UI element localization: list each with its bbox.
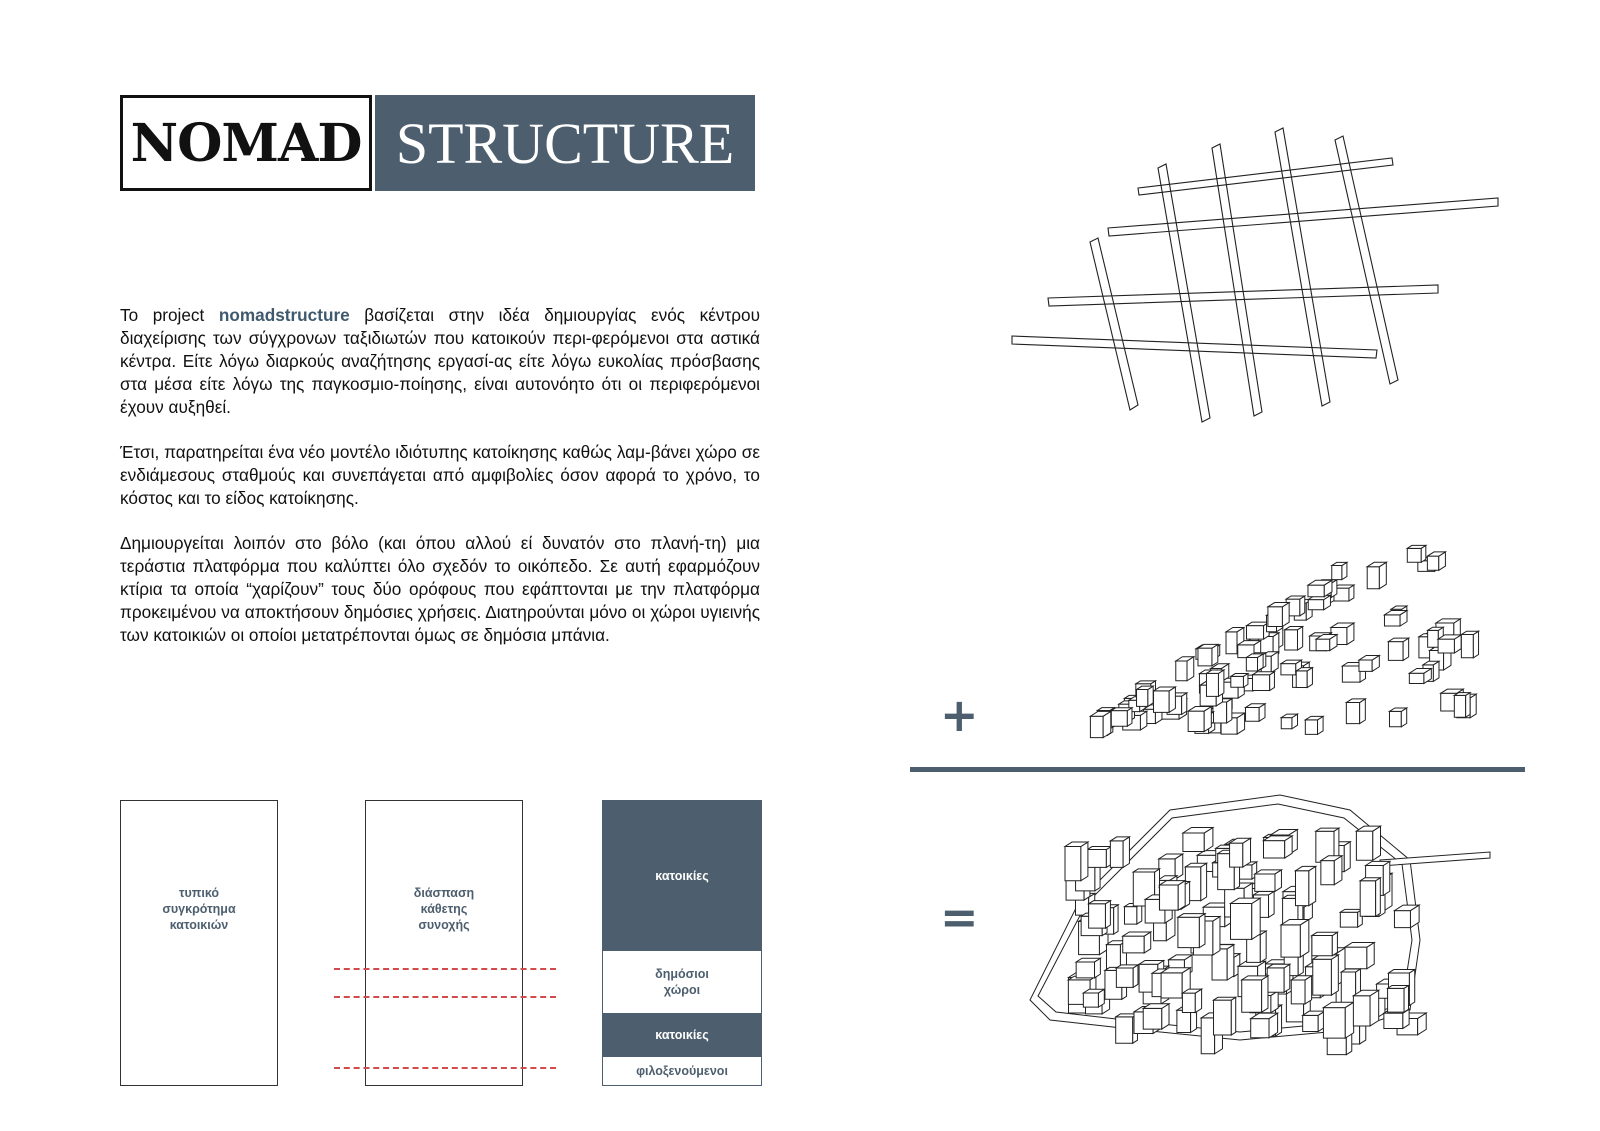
building-face xyxy=(1360,699,1366,724)
building-face xyxy=(1267,968,1284,992)
building-face xyxy=(1246,708,1260,722)
building-face xyxy=(1087,847,1111,850)
building-face xyxy=(1466,693,1470,718)
building-face xyxy=(1309,866,1316,905)
typical-complex-line3: κατοικιών xyxy=(169,918,229,932)
building-face xyxy=(1116,965,1138,968)
building-face xyxy=(1316,639,1330,650)
building-face xyxy=(1313,959,1332,995)
building-face xyxy=(1201,1018,1214,1054)
guests-label: φιλοξενούμενοι xyxy=(636,1063,728,1078)
building-face xyxy=(1206,673,1218,696)
building-face xyxy=(1376,878,1381,917)
building-face xyxy=(1262,976,1268,1012)
building-face xyxy=(1246,626,1263,639)
building-face xyxy=(1227,699,1232,723)
building-face xyxy=(1218,670,1223,696)
building-face xyxy=(1105,901,1110,929)
public-spaces-segment xyxy=(603,951,761,1013)
building-face xyxy=(1188,711,1204,731)
residences-top-label: κατοικίες xyxy=(655,869,709,883)
intro-paragraph-2: Έτσι, παρατηρείται ένα νέο μοντέλο ιδιότυπης κατοίκησης καθώς λαμ-βάνει χώρο σε ενδιάμεσους σταθμούς και συνεπάγεται από αμφιβολίες όσον αφορά το χρόνο, το κόστος και το είδος κατοίκησης. xyxy=(120,442,760,508)
building-face xyxy=(1160,885,1179,910)
building-face xyxy=(1281,664,1296,675)
building-face xyxy=(1295,871,1308,906)
building-face xyxy=(1111,711,1127,727)
vertical-split-line3: συνοχής xyxy=(418,918,470,932)
grid-vertical-beams xyxy=(1090,128,1398,422)
building-face xyxy=(1342,666,1360,682)
residences-top-segment xyxy=(603,801,761,951)
building-face xyxy=(1388,986,1409,989)
building-face xyxy=(1321,861,1334,885)
building-face xyxy=(1367,567,1379,589)
building-face xyxy=(1356,831,1372,860)
building-face xyxy=(1263,841,1284,858)
building-face xyxy=(1177,1010,1191,1032)
intro-p1-rest: βασίζεται στην ιδέα δημιουργίας ενός κέντρου διαχείρισης των σύγχρονων ταξιδιωτών που κατοικούν περι-φερόμενοι στα αστικά κέντρα. Είτε λόγω διαρκούς αναζήτησης εργασί-ας είτε λόγω ευκολίας πρόσβασης στα μέσα είτε λόγω της παγκοσμιο-ποίησης, είναι αυτονόητο ότι οι περιφερόμενοι έχουν αυξηθεί. xyxy=(120,305,760,417)
building-face xyxy=(1231,997,1235,1035)
typical-complex-line1: τυπικό xyxy=(178,886,220,900)
building-face xyxy=(1373,826,1381,860)
building-face xyxy=(1389,970,1415,973)
building-face xyxy=(1345,1002,1353,1038)
public-spaces-line1: δημόσιοι xyxy=(655,967,709,981)
building-face xyxy=(1242,980,1262,1012)
building-face xyxy=(1089,904,1106,928)
cut-line-3 xyxy=(334,1067,556,1069)
building-face xyxy=(1076,962,1094,978)
intro-paragraph-3: Δημιουργείται λοιπόν στο βόλο (και όπου αλλού εί δυνατόν στο πλανή-τη) μια τεράστια πλατφόρμα που καλύπτει όλο σχεδόν το οικόπεδο. Σε αυτή εφαρμόζουν κτίρια τα οποία “χαρίζουν” τους δύο ορόφους που εφάπτονται με την πλατφόρμα προκειμένου να αποκτήσουν δημόσιες χρήσεις. Διατηρούνται μόνο οι χώροι υγιεινής των κατοικιών οι οποίοι μετατρέπονται όμως σε δημόσια μπάνια. xyxy=(120,533,760,645)
building-face xyxy=(1291,980,1305,1004)
intro-p1-start: Το project xyxy=(120,305,219,325)
building-face xyxy=(1340,912,1357,927)
building-face xyxy=(1176,661,1187,681)
building-face xyxy=(1394,911,1410,928)
building-face xyxy=(1281,718,1292,729)
building-face xyxy=(1323,1008,1345,1039)
building-face xyxy=(1404,986,1408,1013)
building-face xyxy=(1183,833,1204,852)
vertical-split-box xyxy=(365,800,523,1086)
building-face xyxy=(1284,964,1290,992)
building-face xyxy=(1214,997,1236,1000)
building-face xyxy=(1255,874,1275,891)
combined-result-drawing xyxy=(1020,790,1520,1070)
building-face xyxy=(1360,881,1375,917)
cut-line-2 xyxy=(334,996,556,998)
building-face xyxy=(1305,976,1312,1004)
building-face xyxy=(1087,850,1106,868)
building-face xyxy=(1133,869,1159,872)
building-face xyxy=(1083,993,1098,1007)
building-face xyxy=(1296,671,1307,688)
building-face xyxy=(1409,970,1414,1006)
building-face xyxy=(1161,973,1182,998)
building-face xyxy=(1312,936,1332,956)
building-face xyxy=(1384,1013,1403,1028)
intro-text xyxy=(120,304,760,669)
building-face xyxy=(1143,1008,1162,1029)
platform-grid-drawing xyxy=(1000,120,1520,430)
building-face xyxy=(1281,925,1300,957)
public-spaces-label xyxy=(655,966,709,998)
building-face xyxy=(1182,993,1195,1012)
building-face xyxy=(1178,917,1199,947)
building-face xyxy=(1246,657,1257,671)
building-face xyxy=(1251,1019,1269,1038)
title-structure-box xyxy=(375,95,755,191)
building-face xyxy=(1252,675,1269,691)
cut-line-1 xyxy=(334,968,556,970)
building-face xyxy=(1198,648,1212,666)
building-face xyxy=(1110,841,1123,867)
building-face xyxy=(1154,691,1170,712)
building-face xyxy=(1114,905,1118,934)
building-face xyxy=(1285,630,1298,650)
vertical-split-line2: κάθετης xyxy=(420,902,468,916)
brand-name: nomadstructure xyxy=(218,305,350,325)
section-divider xyxy=(910,767,1525,772)
building-face xyxy=(1297,627,1302,651)
building-face xyxy=(1383,861,1389,895)
plus-symbol: + xyxy=(940,688,979,742)
building-face xyxy=(1213,917,1220,956)
building-face xyxy=(1199,914,1205,948)
title-block xyxy=(120,95,760,195)
building-face xyxy=(1090,716,1103,737)
building-face xyxy=(1428,630,1439,647)
building-face xyxy=(1332,566,1342,580)
building-face xyxy=(1473,631,1478,658)
buildings-drawing xyxy=(1060,470,1500,740)
building-face xyxy=(1345,947,1367,969)
building-face xyxy=(1353,996,1370,1026)
building-face xyxy=(1201,863,1207,900)
building-face xyxy=(1427,556,1438,570)
building-face xyxy=(1409,673,1424,683)
building-face xyxy=(1308,585,1324,597)
building-face xyxy=(1081,842,1088,881)
building-face xyxy=(1106,945,1120,969)
new-program-box xyxy=(602,800,762,1086)
typical-complex-label xyxy=(121,885,277,933)
vertical-split-line1: διάσπαση xyxy=(413,886,475,900)
building-face xyxy=(1312,932,1337,935)
title-structure-text: STRUCTURE xyxy=(395,110,735,176)
guests-segment xyxy=(603,1057,761,1084)
building-face xyxy=(1111,708,1132,711)
building-face xyxy=(1332,932,1337,955)
building-face xyxy=(1461,635,1473,658)
building-face xyxy=(1316,828,1339,831)
title-nomad-box xyxy=(120,95,372,191)
residences-bottom-segment xyxy=(603,1013,761,1057)
building-face xyxy=(1388,642,1403,661)
building-face xyxy=(1116,968,1133,987)
building-face xyxy=(1230,843,1243,867)
building-face xyxy=(1230,904,1251,940)
building-face xyxy=(1407,548,1421,562)
building-face xyxy=(1300,919,1308,957)
grid-horizontal-beams xyxy=(1012,158,1498,358)
building-face xyxy=(1388,988,1404,1012)
building-face xyxy=(1178,914,1205,918)
building-face xyxy=(1370,990,1379,1026)
building-face xyxy=(1124,907,1136,924)
typical-complex-line2: συγκρότημα xyxy=(162,902,236,916)
building-face xyxy=(1340,909,1362,912)
building-face xyxy=(1116,1017,1133,1043)
building-face xyxy=(1344,842,1350,872)
building-face xyxy=(1268,607,1283,627)
building-face xyxy=(1308,600,1323,610)
building-face xyxy=(1065,847,1081,881)
building-face xyxy=(1359,660,1372,671)
equals-symbol: = xyxy=(940,890,979,944)
building-face xyxy=(1305,720,1317,734)
public-spaces-line2: χώροι xyxy=(663,983,701,997)
building-face xyxy=(1346,703,1359,724)
title-nomad-text: NOMAD xyxy=(130,112,362,174)
building-face xyxy=(1389,711,1401,726)
building-face xyxy=(1123,936,1144,953)
vertical-split-label xyxy=(366,885,522,933)
building-face xyxy=(1178,881,1185,911)
building-face xyxy=(1227,945,1234,980)
building-face xyxy=(1252,672,1274,675)
building-face xyxy=(1384,615,1400,626)
building-face xyxy=(1214,1000,1232,1035)
building-face xyxy=(1269,891,1275,917)
building-blocks xyxy=(1090,545,1478,737)
building-face xyxy=(1231,676,1244,687)
building-face xyxy=(1123,837,1129,868)
typical-complex-box xyxy=(120,800,278,1086)
building-face xyxy=(1137,690,1148,707)
building-face xyxy=(1331,955,1338,995)
building-face xyxy=(1438,639,1454,653)
building-face xyxy=(1226,632,1237,654)
building-face xyxy=(1303,1015,1319,1031)
building-face xyxy=(1133,965,1138,987)
building-face xyxy=(1260,931,1266,962)
building-face xyxy=(1252,898,1260,939)
residences-bottom-label: κατοικίες xyxy=(655,1028,709,1042)
building-face xyxy=(1454,695,1465,717)
intro-paragraph-1 xyxy=(120,304,760,419)
